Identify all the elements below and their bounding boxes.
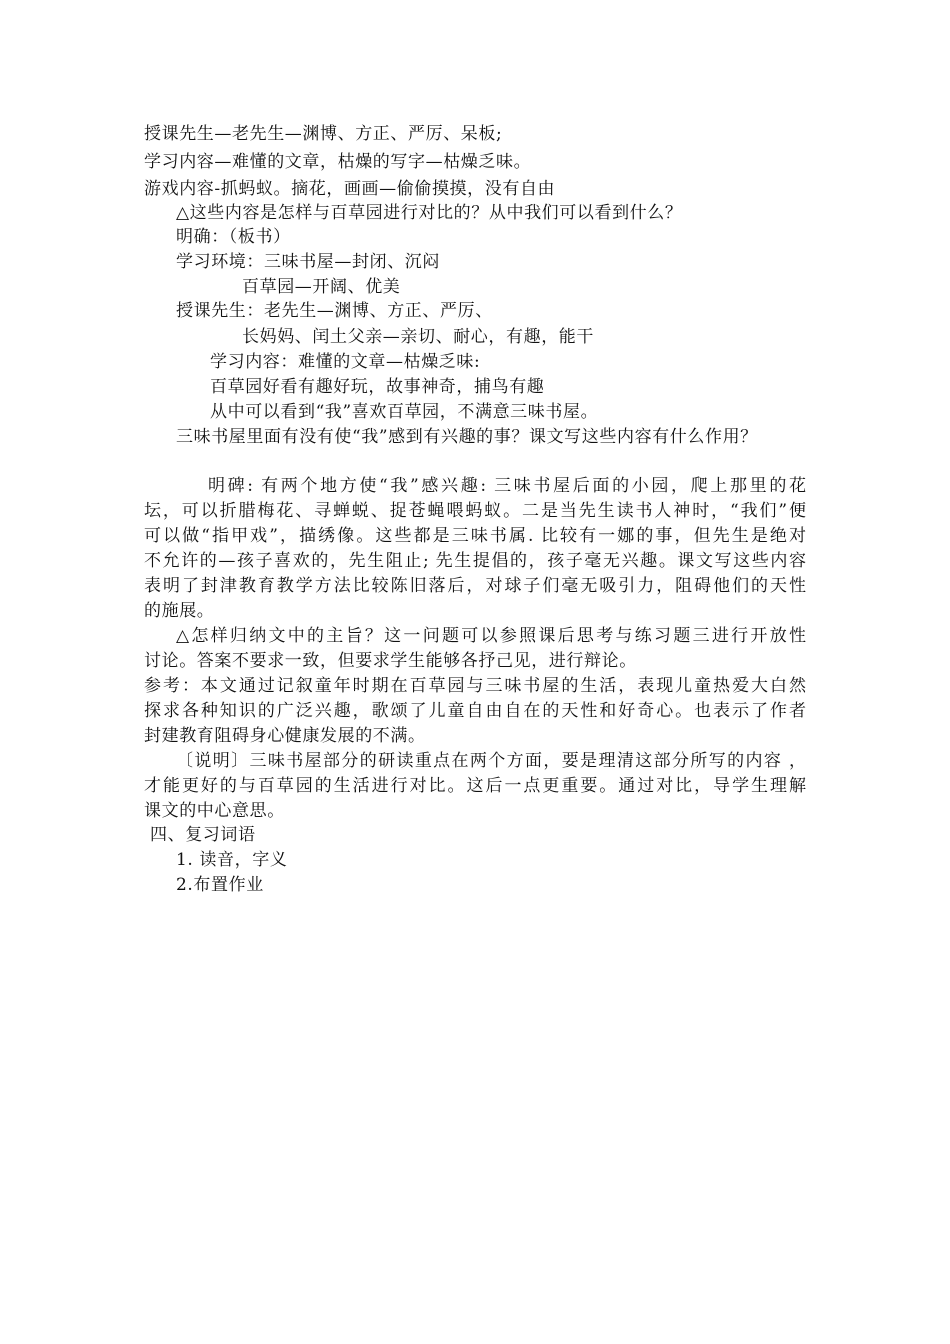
text-line: 明碑: 有两个地方使“我”感兴趣: 三味书屋后面的小园，爬上那里的花	[208, 476, 806, 496]
text-line: 授课先生—老先生—渊博、方正、严厉、呆板;	[144, 124, 503, 144]
text-line: 〔说明〕三味书屋部分的研读重点在两个方面，要是理清这部分所写的内容 ，	[176, 751, 806, 771]
text-line: 封建教育阻碍身心健康发展的不满。	[144, 726, 426, 746]
text-line: 游戏内容-抓蚂蚁。摘花，画画—偷偷摸摸，没有自由	[144, 179, 556, 199]
text-line: △这些内容是怎样与百草园进行对比的？从中我们可以看到什么？	[176, 203, 683, 223]
list-item: 1. 读音，字义	[176, 850, 288, 870]
text-line: 才能更好的与百草园的生活进行对比。这后一点更重要。通过对比，导学生理解	[144, 776, 806, 796]
text-line: 探求各种知识的广泛兴趣，歌颂了儿童自由自在的天性和好奇心。也表示了作者	[144, 701, 806, 721]
text-line: 课文的中心意思。	[144, 801, 285, 821]
text-line: 三味书屋里面有没有使“我”感到有兴趣的事？课文写这些内容有什么作用？	[176, 427, 758, 447]
text-line: 从中可以看到“我”喜欢百草园，不满意三味书屋。	[210, 402, 599, 422]
text-line: 坛，可以折腊梅花、寻蝉蜕、捉苍蝇喂蚂蚁。二是当先生读书人神时，“我们”便	[144, 501, 806, 521]
text-line: 参考：本文通过记叙童年时期在百草园与三味书屋的生活，表现儿童热爱大白然	[144, 676, 806, 696]
text-line: 授课先生：老先生—渊博、方正、严厉、	[176, 301, 493, 321]
text-line: 学习环境：三味书屋—封闭、沉闷	[176, 252, 440, 272]
text-line: 学习内容—难懂的文章，枯燥的写字—枯燥乏味。	[144, 152, 532, 172]
text-line: 学习内容：难懂的文章—枯燥乏味:	[210, 352, 481, 372]
section-heading: 四、复习词语	[150, 825, 256, 845]
text-line: 明确：（板书）	[176, 227, 291, 247]
list-item: 2.布置作业	[176, 875, 264, 895]
text-line: 的施展。	[144, 601, 215, 621]
text-line: 讨论。答案不要求一致，但要求学生能够各抒己见，进行辩论。	[144, 651, 637, 671]
text-line: 长妈妈、闰土父亲—亲切、耐心，有趣，能干	[242, 327, 594, 347]
text-line: 百草园好看有趣好玩，故事神奇，捕鸟有趣	[210, 377, 545, 397]
text-line: 可以做“指甲戏”，描绣像。这些都是三味书属. 比较有一娜的事，但先生是绝对	[144, 526, 806, 546]
text-line: 表明了封津教育教学方法比较陈旧落后，对球子们毫无吸引力，阻碍他们的天性	[144, 576, 806, 596]
text-line: 不允许的—孩子喜欢的，先生阻止; 先生提倡的，孩子毫无兴趣。课文写这些内容	[144, 551, 806, 571]
text-line: 百草园—开阔、优美	[242, 277, 401, 297]
text-line: △怎样归纳文中的主旨？这一问题可以参照课后思考与练习题三进行开放性	[176, 626, 806, 646]
